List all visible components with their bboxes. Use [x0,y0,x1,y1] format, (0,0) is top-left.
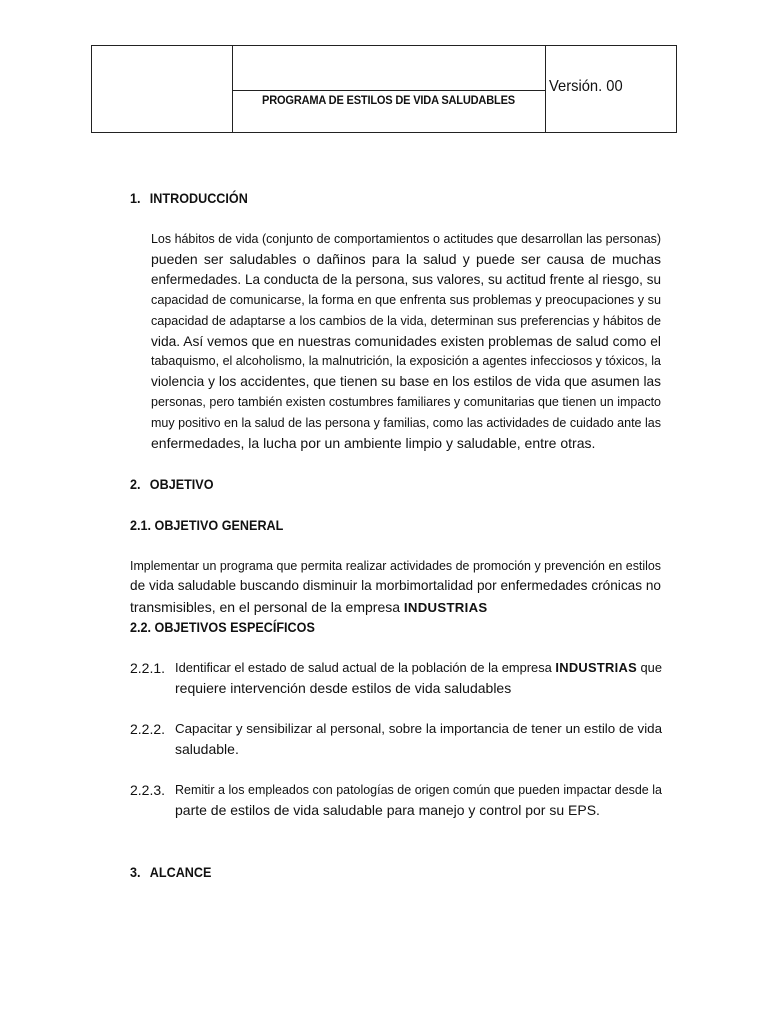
objetivo-general-paragraph [130,556,661,617]
document-header-table [91,45,677,133]
title-cell [232,46,546,132]
subsection-heading-objetivos-especificos: 2.2. OBJETIVOS ESPECÍFICOS [130,619,315,635]
paragraph-line: muy positivo en la salud de las persona y familias, como las actividades de cuidado ante las [151,415,661,430]
section-title: INTRODUCCIÓN [149,190,248,206]
item-text-part: que [636,660,662,675]
item-line [175,658,662,678]
section-heading-introduccion [130,190,248,206]
paragraph-line: enfermedades. La conducta de la persona, sus valores, su actitud frente al riesgo, su [151,271,661,287]
paragraph-line: capacidad de comunicarse, la forma en que enfrenta sus problemas y preocupaciones y su [151,293,661,308]
item-number: 2.2.2. [130,721,166,737]
paragraph-line: tabaquismo, el alcoholismo, la malnutrición, la exposición a agentes infecciosos y tóxicos, la [151,354,661,369]
title-cell-divider [232,90,545,91]
version-label: Versión. 00 [549,78,623,95]
company-name: INDUSTRIAS [403,599,488,615]
company-name: INDUSTRIAS [555,660,637,675]
paragraph-line: Implementar un programa que permita realizar actividades de promoción y prevención en estilos [130,559,661,573]
paragraph-line [130,597,661,617]
paragraph-line: pueden ser saludables o dañinos para la salud y puede ser causa de muchas [151,251,661,268]
paragraph-line: de vida saludable buscando disminuir la morbimortalidad por enfermedades crónicas no [130,578,661,594]
item-line: Remitir a los empleados con patologías de origen común que pueden impactar desde la [175,783,662,797]
version-cell [546,46,676,132]
paragraph-line: violencia y los accidentes, que tienen su base en los estilos de vida que asumen las [151,373,661,389]
section-number: 2. [130,476,141,492]
item-number: 2.2.1. [130,660,166,676]
objective-item-2-2-1 [130,658,662,700]
section-number: 1. [130,190,141,206]
item-line: Capacitar y sensibilizar al personal, sobre la importancia de tener un estilo de vida [175,721,662,736]
section-heading-alcance [130,864,211,880]
logo-cell [92,46,233,132]
section-heading-objetivo [130,476,214,492]
item-text [175,719,662,760]
document-title: PROGRAMA DE ESTILOS DE VIDA SALUDABLES [262,93,515,107]
paragraph-line: vida. Así vemos que en nuestras comunidades existen problemas de salud como el [151,332,661,349]
paragraph-line: Los hábitos de vida (conjunto de comportamientos o actitudes que desarrollan las personas) [151,232,661,246]
section-number: 3. [130,864,141,880]
item-text [175,658,662,699]
objective-item-2-2-3 [130,780,662,822]
item-line: parte de estilos de vida saludable para manejo y control por su EPS. [175,802,600,819]
item-text [175,780,662,821]
objective-item-2-2-2 [130,719,662,761]
intro-paragraph [151,229,661,453]
item-text-part: Identificar el estado de salud actual de la población de la empresa [175,660,556,675]
section-title: OBJETIVO [149,476,214,492]
paragraph-line: personas, pero también existen costumbres familiares y comunitarias que tienen un impacto [151,395,661,410]
section-title: ALCANCE [149,864,212,880]
paragraph-line: enfermedades, la lucha por un ambiente limpio y saludable, entre otras. [151,434,596,451]
paragraph-text: transmisibles, en el personal de la empresa [130,598,404,615]
item-line: saludable. [175,741,239,758]
item-number: 2.2.3. [130,782,166,798]
paragraph-line: capacidad de adaptarse a los cambios de la vida, determinan sus preferencias y hábitos de [151,313,661,328]
item-line: requiere intervención desde estilos de vida saludables [175,680,512,697]
subsection-heading-objetivo-general: 2.1. OBJETIVO GENERAL [130,517,284,533]
